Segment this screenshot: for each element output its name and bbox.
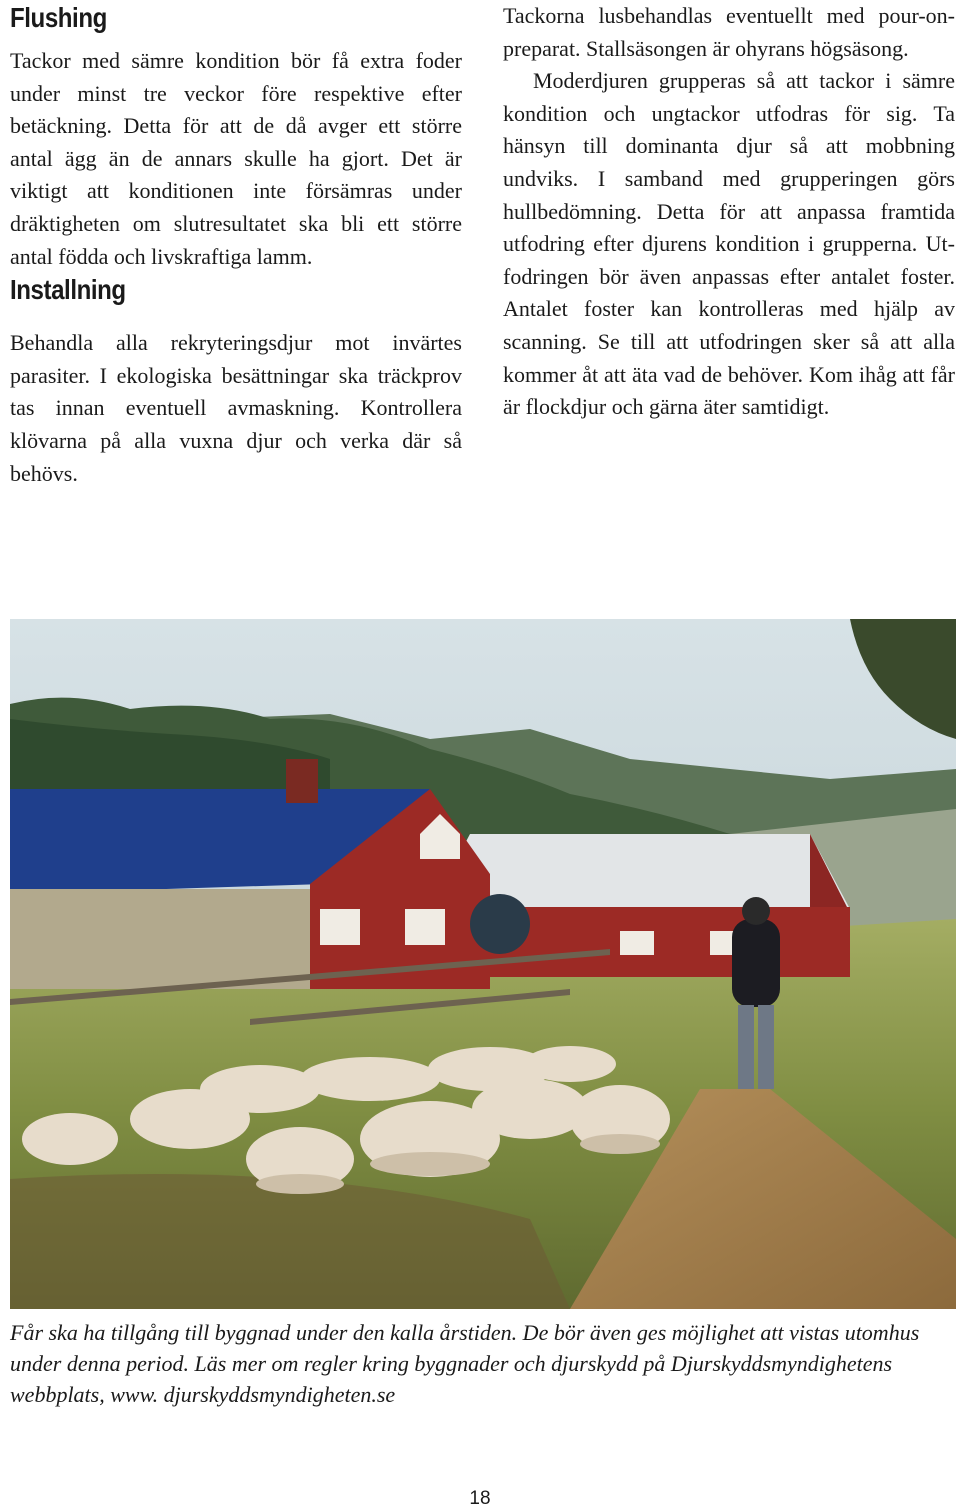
barn-1-lower-wall [10,889,310,989]
paragraph-gruppering: Moderdjuren grupperas så att tackor i sämre kondition och ungtackor utfodras för sig. Ta hänsyn till dominanta djur så att mobbning undviks. I samband med grupperingen görs hullbedömning. Detta för att anpassa framtida utfodring efter djurens kondition i grupperna. Utfodringen bör även anpassas efter antalet foster. Antalet foster kan kontrolleras med hjälp av scanning. Se till att utfodringen sker så att alla kommer åt att äta vad de behöver. Kom ihåg att får är flockdjur och gärna äter samtidigt. [503,68,955,420]
page-number: 18 [469,1488,491,1509]
farmer-leg-right [758,1005,774,1089]
barn-2-window-1 [620,931,654,955]
paragraph-flushing: Tackor med sämre kondition bör få extra foder under minst tre veckor före respektive efter betäckning. Detta för att de då avger ett större antal ägg än de annars skulle ha gjort. Det är viktigt att konditionen inte försämras under dräktigheten om slutresultatet ska bli ett större antal födda och livskraftiga lamm. [10,48,462,269]
farmer-head [742,897,770,925]
heading-flushing: Flushing [10,2,107,33]
paragraph-installning: Behandla alla rekryteringsdjur mot invärtes parasiter. I ekologiska besättningar ska träckprov tas innan eventuell avmaskning. Kontrollera klövarna på alla vuxna djur och verka där så behövs. [10,330,462,486]
hose-reel [470,894,530,954]
farm-sheep-illustration [10,619,956,1309]
barn-1-window-2 [405,909,445,945]
right-column [503,0,955,424]
farm-sheep-photo [10,619,956,1309]
heading-installning: Installning [10,274,126,306]
farmer-leg-left [738,1005,754,1089]
photo-caption: Får ska ha tillgång till byggnad under den kalla årstiden. De bör även ges möjlighet att vistas utomhus under denna period. Läs mer om regler kring byggnader och djurskydd på Djurskyddsmyndighetens webbplats, www. djurskyddsmyndigheten.se [10,1320,920,1407]
chimney [286,759,318,803]
left-column [10,0,462,490]
paragraph-lusbehandling: Tackorna lusbehandlas eventuellt med pour-on-preparat. Stallsäsongen är ohyrans högsäsong. [503,3,955,61]
barn-1-window-1 [320,909,360,945]
farmer-jacket [732,919,780,1007]
